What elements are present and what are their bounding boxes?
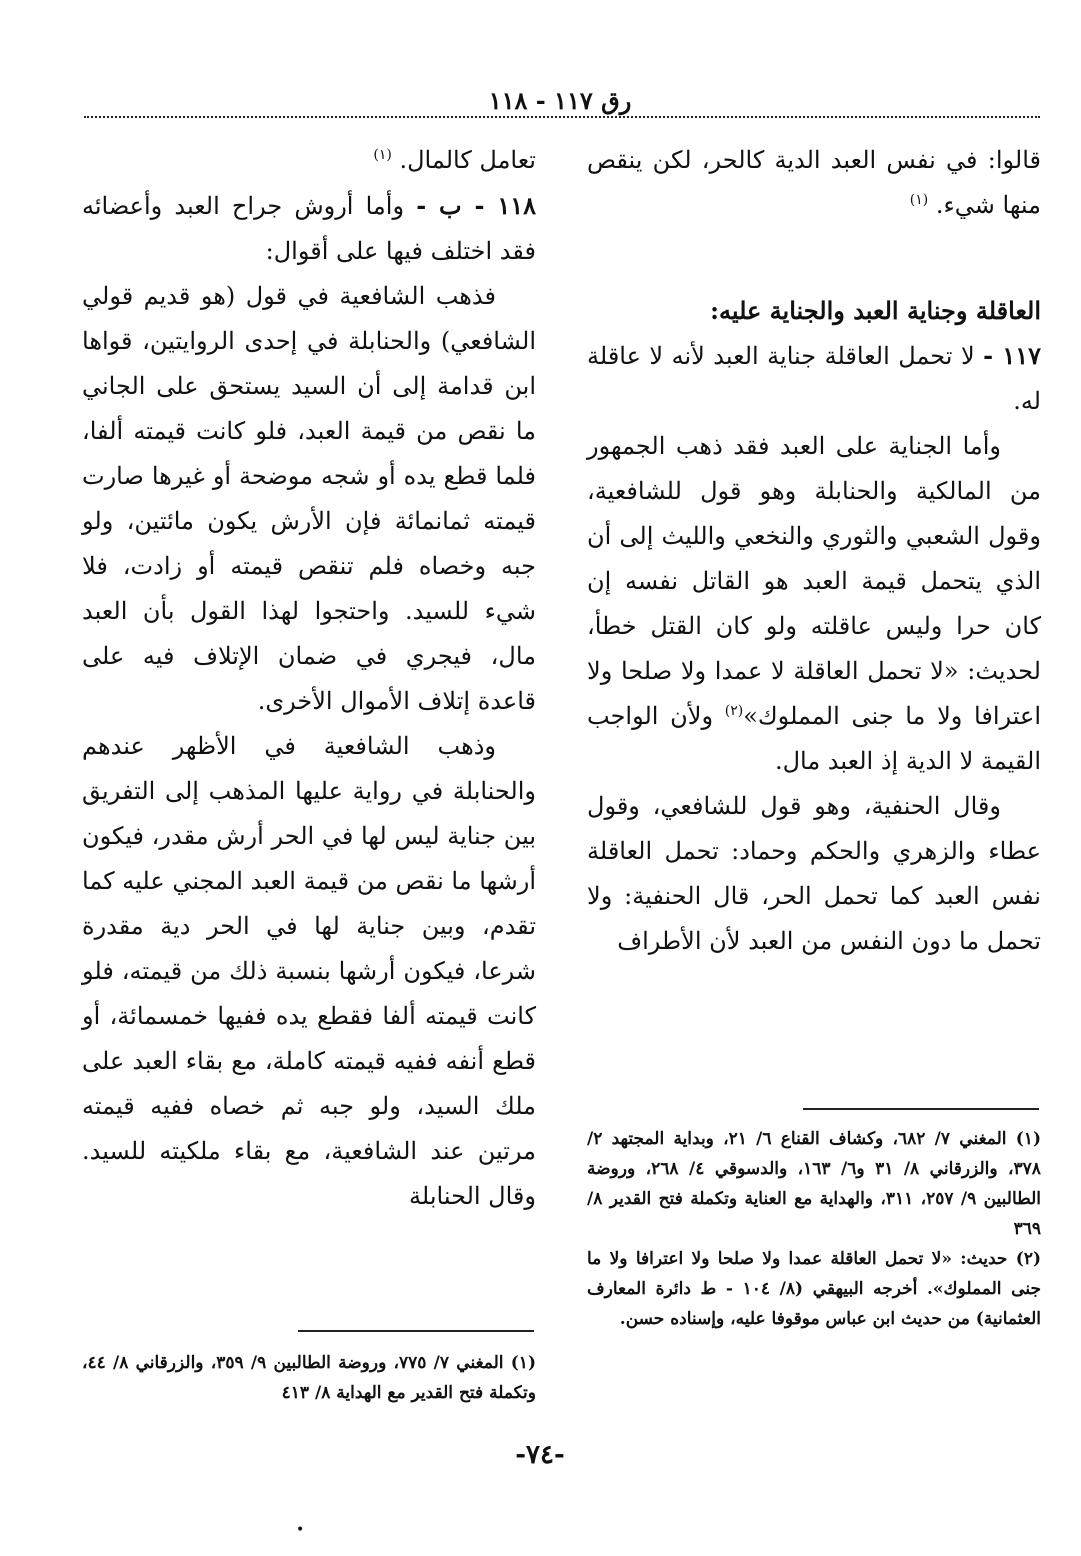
print-mark: • — [296, 1522, 305, 1538]
right-column — [587, 138, 1041, 964]
section-heading: العاقلة وجناية العبد والجناية عليه: — [710, 296, 1041, 325]
right-paragraph-3: وأما الجناية على العبد فقد ذهب الجمهور من المالكية والحنابلة وهو قول للشافعية، وقول الشعبي والثوري والنخعي والليث إلى أن الذي يتحمل قيمة العبد هو القاتل نفسه إن كان حرا وليس عاقلته ولو كان القتل خطأ، لحديث: «لا تحمل العاقلة لا عمدا ولا صلحا ولا اعترافا ولا ما جنى المملوك»$^{(٢)}$ ولأن الواجب القيمة لا الدية إذ العبد مال. — [587, 432, 1041, 775]
footnote-ref: (١) — [909, 192, 929, 208]
page-number: -٧٤- — [515, 1440, 565, 1470]
left-column — [82, 138, 536, 1219]
left-paragraph-1: تعامل كالمال. $^{(١)}$ — [373, 146, 536, 174]
footnote-separator — [298, 1330, 534, 1332]
paragraph-number: ١١٧ - — [983, 341, 1041, 370]
paragraph-118: ١١٨ - ب - وأما أروش جراح العبد وأعضائه فقد اختلف فيها على أقوال: — [82, 191, 536, 265]
paragraph-number: ١١٨ - ب - — [416, 191, 536, 220]
footnote-separator — [803, 1108, 1039, 1110]
paragraph-117: ١١٧ - لا تحمل العاقلة جناية العبد لأنه لا عاقلة له. — [587, 341, 1041, 415]
footnote: (١) المغني ٧/ ٦٨٢، وكشاف القناع ٦/ ٢١، وبداية المجتهد ٢/ ٣٧٨، والزرقاني ٨/ ٣١ و٦/ ١٦٣، والدسوقي ٤/ ٢٦٨، وروضة الطالبين ٩/ ٢٥٧، ٣١١، والهداية مع العناية وتكملة فتح القدير ٨/ ٣٦٩ — [587, 1129, 1041, 1239]
header-dotted-rule — [84, 116, 1040, 118]
footnote: (٢) حديث: «لا تحمل العاقلة عمدا ولا صلحا ولا اعترافا ولا ما جنى المملوك». أخرجه البيهقي (٨/ ١٠٤ - ط دائرة المعارف العثمانية) من حديث ابن عباس موقوفا عليه، وإسناده حسن. — [587, 1249, 1041, 1329]
footnote-ref: (٢) — [724, 703, 744, 719]
footnotes-left — [82, 1348, 536, 1408]
left-paragraph-4: وذهب الشافعية في الأظهر عندهم والحنابلة في رواية عليها المذهب إلى التفريق بين جناية ليس لها في الحر أرش مقدر، فيكون أرشها ما نقص من قيمة العبد المجني عليه كما تقدم، وبين جناية لها في الحر دية مقدرة شرعا، فيكون أرشها بنسبة ذلك من قيمته، فلو كانت قيمته ألفا فقطع يده ففيها خمسمائة، أو قطع أنفه ففيه قيمته كاملة، مع بقاء العبد على ملك السيد، ولو جبه ثم خصاه ففيه قيمته مرتين عند الشافعية، مع بقاء ملكيته للسيد. وقال الحنابلة — [82, 732, 537, 1210]
right-paragraph-4: وقال الحنفية، وهو قول للشافعي، وقول عطاء والزهري والحكم وحماد: تحمل العاقلة نفس العبد كما تحمل الحر، قال الحنفية: ولا تحمل ما دون النفس من العبد لأن الأطراف — [587, 792, 1041, 955]
footnote-ref: (١) — [373, 147, 392, 163]
footnote: (١) المغني ٧/ ٧٧٥، وروضة الطالبين ٩/ ٣٥٩، والزرقاني ٨/ ٤٤، وتكملة فتح القدير مع الهداية ٨/ ٤١٣ — [82, 1353, 536, 1403]
footnotes-right — [587, 1124, 1041, 1334]
right-paragraph-1: قالوا: في نفس العبد الدية كالحر، لكن ينقص منها شيء. $^{(١)}$ — [587, 146, 1041, 219]
running-header: رق ١١٧ - ١١٨ — [488, 86, 632, 115]
left-paragraph-3: فذهب الشافعية في قول (هو قديم قولي الشافعي) والحنابلة في إحدى الروايتين، قواها ابن قدامة إلى أن السيد يستحق على الجاني ما نقص من قيمة العبد، فلو كانت قيمته ألفا، فلما قطع يده أو شجه موضحة أو غيرها صارت قيمته ثمانمائة فإن الأرش يكون مائتين، ولو جبه وخصاه فلم تنقص قيمته أو زادت، فلا شيء للسيد. واحتجوا لهذا القول بأن العبد مال، فيجري في ضمان الإتلاف فيه على قاعدة إتلاف الأموال الأخرى. — [82, 282, 536, 715]
